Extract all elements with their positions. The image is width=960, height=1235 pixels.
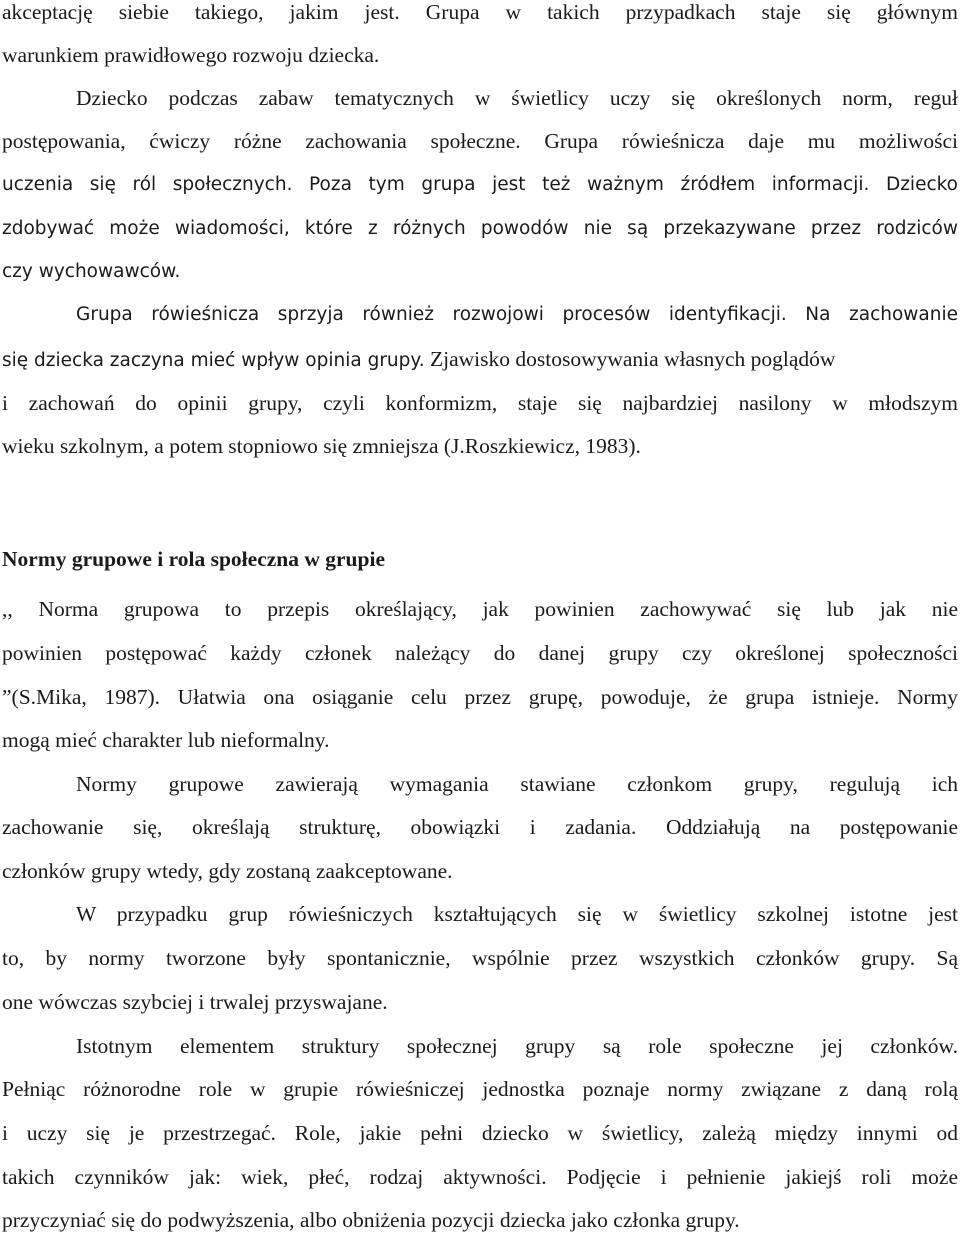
paragraph-line: one wówczas szybciej i trwalej przyswajane. <box>2 990 388 1014</box>
paragraph-line: i zachowań do opinii grupy, czyli konformizm, staje się najbardziej nasilony w młodszym <box>2 391 958 415</box>
paragraph-line: Normy grupowe zawierają wymagania stawiane członkom grupy, regulują ich <box>76 772 958 796</box>
paragraph-line-serif-part: Zjawisko dostosowywania własnych poglądów <box>424 347 836 371</box>
paragraph-line: Grupa rówieśnicza sprzyja również rozwojowi procesów identyfikacji. Na zachowanie <box>76 304 958 325</box>
paragraph-line: takich czynników jak: wiek, płeć, rodzaj aktywności. Podjęcie i pełnienie jakiejś roli może <box>2 1165 958 1189</box>
paragraph-line: zdobywać może wiadomości, które z różnych powodów nie są przekazywane przez rodziców <box>2 218 958 239</box>
paragraph-line: i uczy się je przestrzegać. Role, jakie pełni dziecko w świetlicy, zależą między innymi od <box>2 1121 958 1145</box>
paragraph-line: powinien postępować każdy członek należący do danej grupy czy określonej społeczności <box>2 641 958 665</box>
paragraph-line: mogą mieć charakter lub nieformalny. <box>2 728 330 752</box>
paragraph-line: to, by normy tworzone były spontanicznie, wspólnie przez wszystkich członków grupy. Są <box>2 946 958 970</box>
paragraph-line: przyczyniać się do podwyższenia, albo obniżenia pozycji dziecka jako członka grupy. <box>2 1208 740 1232</box>
paragraph-line: zachowanie się, określają strukturę, obowiązki i zadania. Oddziałują na postępowanie <box>2 815 958 839</box>
paragraph-line: Istotnym elementem struktury społecznej grupy są role społeczne jej członków. <box>76 1034 958 1058</box>
paragraph-line <box>2 344 958 374</box>
section-heading: Normy grupowe i rola społeczna w grupie <box>2 547 385 571</box>
paragraph-line: ,, Norma grupowa to przepis określający, jak powinien zachowywać się lub jak nie <box>2 597 958 621</box>
paragraph-line: warunkiem prawidłowego rozwoju dziecka. <box>2 43 380 67</box>
paragraph-line: ”(S.Mika, 1987). Ułatwia ona osiąganie celu przez grupę, powoduje, że grupa istnieje. Normy <box>2 685 958 709</box>
paragraph-line: postępowania, ćwiczy różne zachowania społeczne. Grupa rówieśnicza daje mu możliwości <box>2 129 958 153</box>
paragraph-line: czy wychowawców. <box>2 261 181 282</box>
paragraph-line: uczenia się ról społecznych. Poza tym grupa jest też ważnym źródłem informacji. Dziecko <box>2 174 958 195</box>
paragraph-line: Pełniąc różnorodne role w grupie rówieśniczej jednostka poznaje normy związane z daną rolą <box>2 1077 958 1101</box>
paragraph-line: akceptację siebie takiego, jakim jest. Grupa w takich przypadkach staje się głównym <box>2 0 958 24</box>
paragraph-line: Dziecko podczas zabaw tematycznych w świetlicy uczy się określonych norm, reguł <box>76 86 958 110</box>
paragraph-line: członków grupy wtedy, gdy zostaną zaakceptowane. <box>2 859 453 883</box>
paragraph-line: W przypadku grup rówieśniczych kształtujących się w świetlicy szkolnej istotne jest <box>76 902 958 926</box>
paragraph-line-sans-part: się dziecka zaczyna mieć wpływ opinia grupy. <box>2 350 425 371</box>
paragraph-line: wieku szkolnym, a potem stopniowo się zmniejsza (J.Roszkiewicz, 1983). <box>2 434 641 458</box>
